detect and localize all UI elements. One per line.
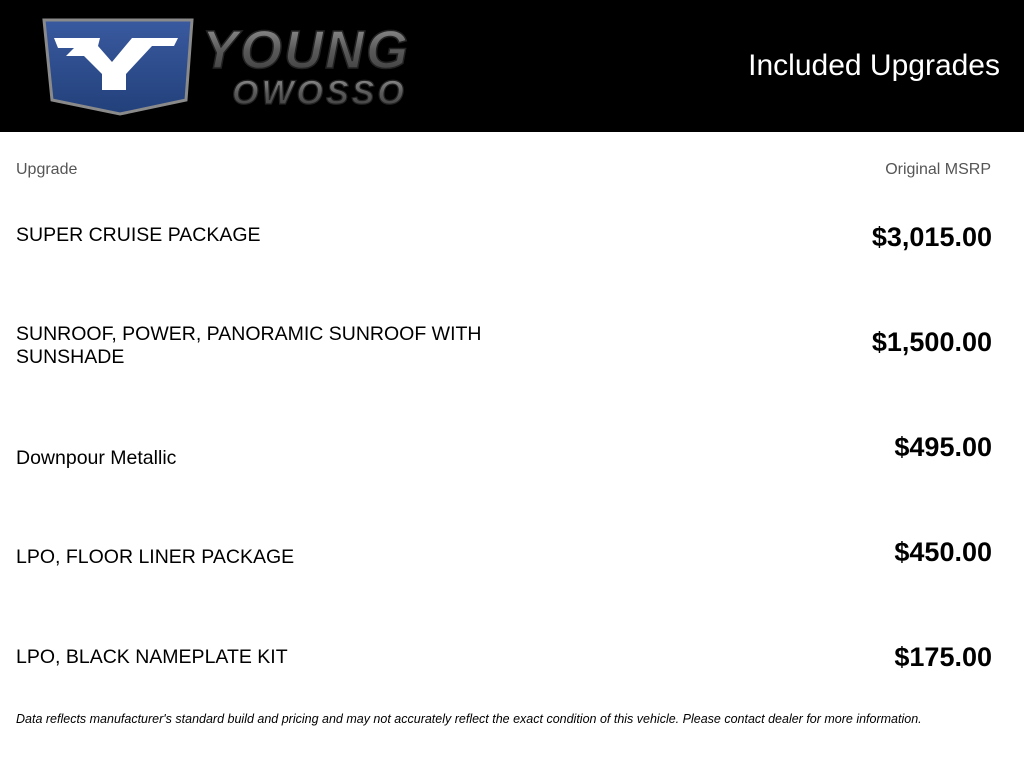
page-title: Included Upgrades <box>748 49 1000 82</box>
page-header <box>0 0 1024 132</box>
upgrade-price: $1,500.00 <box>871 327 992 357</box>
upgrade-price: $450.00 <box>894 537 992 567</box>
upgrade-name: Downpour Metallic <box>16 447 177 469</box>
upgrade-name: SUPER CRUISE PACKAGE <box>16 224 261 246</box>
upgrade-price: $175.00 <box>894 642 992 672</box>
disclaimer-text: Data reflects manufacturer's standard build and pricing and may not accurately reflect the exact condition of this vehicle. Please contact dealer for more information. <box>16 712 922 726</box>
upgrade-name: LPO, BLACK NAMEPLATE KIT <box>16 646 288 668</box>
table-row <box>0 616 1024 721</box>
upgrade-price: $495.00 <box>894 432 992 462</box>
logo-young-text: YOUNG <box>202 20 411 80</box>
msrp-column-header: Original MSRP <box>885 161 991 178</box>
upgrade-price: $3,015.00 <box>871 222 992 252</box>
upgrade-column-header: Upgrade <box>16 161 78 178</box>
logo-owosso-text: OWOSSO <box>232 74 407 112</box>
table-row <box>0 301 1024 406</box>
upgrade-name: SUNROOF, POWER, PANORAMIC SUNROOF WITH SUNSHADE <box>16 323 482 368</box>
table-row <box>0 511 1024 616</box>
table-row <box>0 196 1024 301</box>
upgrade-name: LPO, FLOOR LINER PACKAGE <box>16 546 295 568</box>
table-row <box>0 406 1024 511</box>
young-owosso-logo <box>40 16 510 116</box>
